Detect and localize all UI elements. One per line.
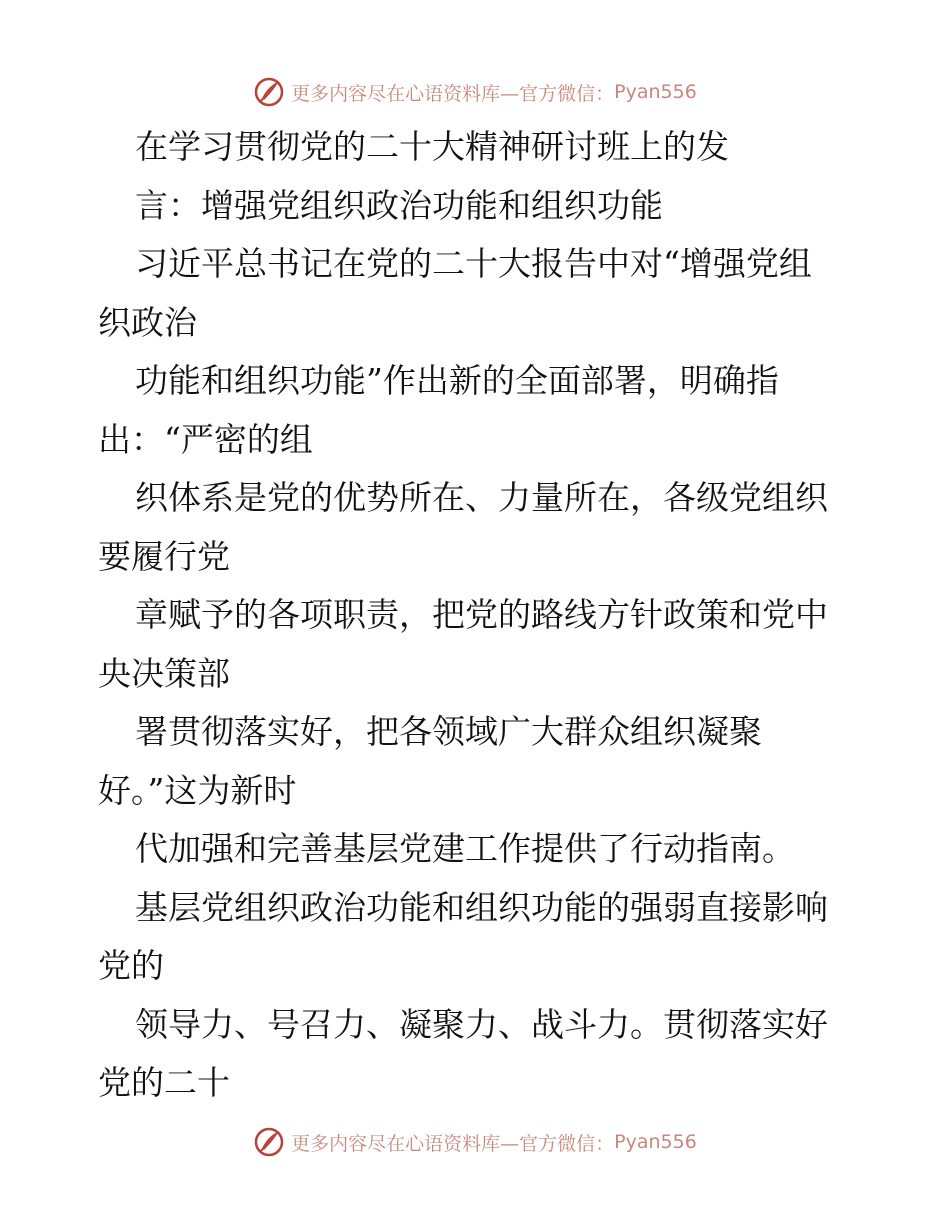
- text-line: 央决策部: [98, 653, 230, 693]
- text-line: 习近平总书记在党的二十大报告中对“增强党组: [135, 244, 812, 283]
- text-line: 功能和组织功能”作出新的全面部署，明确指: [135, 361, 779, 400]
- text-line: 织政治: [98, 302, 197, 342]
- text-line: 织体系是党的优势所在、力量所在，各级党组织: [135, 478, 828, 517]
- text-line: 出：“严密的组: [98, 419, 313, 459]
- text-line: 代加强和完善基层党建工作提供了行动指南。: [135, 829, 795, 868]
- text-line: 党的二十: [98, 1063, 230, 1102]
- text-line: 好。”这为新时: [98, 770, 297, 810]
- text-line: 党的: [98, 946, 164, 985]
- watermark-wechat-id: Pyan556: [614, 1131, 697, 1153]
- text-line: 领导力、号召力、凝聚力、战斗力。贯彻落实好: [135, 1004, 828, 1044]
- watermark-wechat-id: Pyan556: [614, 81, 697, 103]
- text-line: 章赋予的各项职责，把党的路线方针政策和党中: [135, 595, 828, 634]
- quill-pen-logo-icon: [253, 76, 285, 108]
- text-line: 署贯彻落实好，把各领域广大群众组织凝聚: [135, 712, 762, 751]
- document-body: [98, 118, 858, 1113]
- text-line: 在学习贯彻党的二十大精神研讨班上的发: [135, 127, 729, 166]
- text-line: 言：增强党组织政治功能和组织功能: [135, 185, 663, 225]
- quill-pen-logo-icon: [253, 1126, 285, 1158]
- watermark-text: 更多内容尽在心语资料库—官方微信：: [291, 1132, 615, 1155]
- watermark-text: 更多内容尽在心语资料库—官方微信：: [291, 82, 615, 105]
- footer-watermark: [0, 1122, 950, 1162]
- text-line: 基层党组织政治功能和组织功能的强弱直接影响: [135, 887, 828, 927]
- header-watermark: [0, 72, 950, 112]
- text-line: 要履行党: [98, 536, 230, 576]
